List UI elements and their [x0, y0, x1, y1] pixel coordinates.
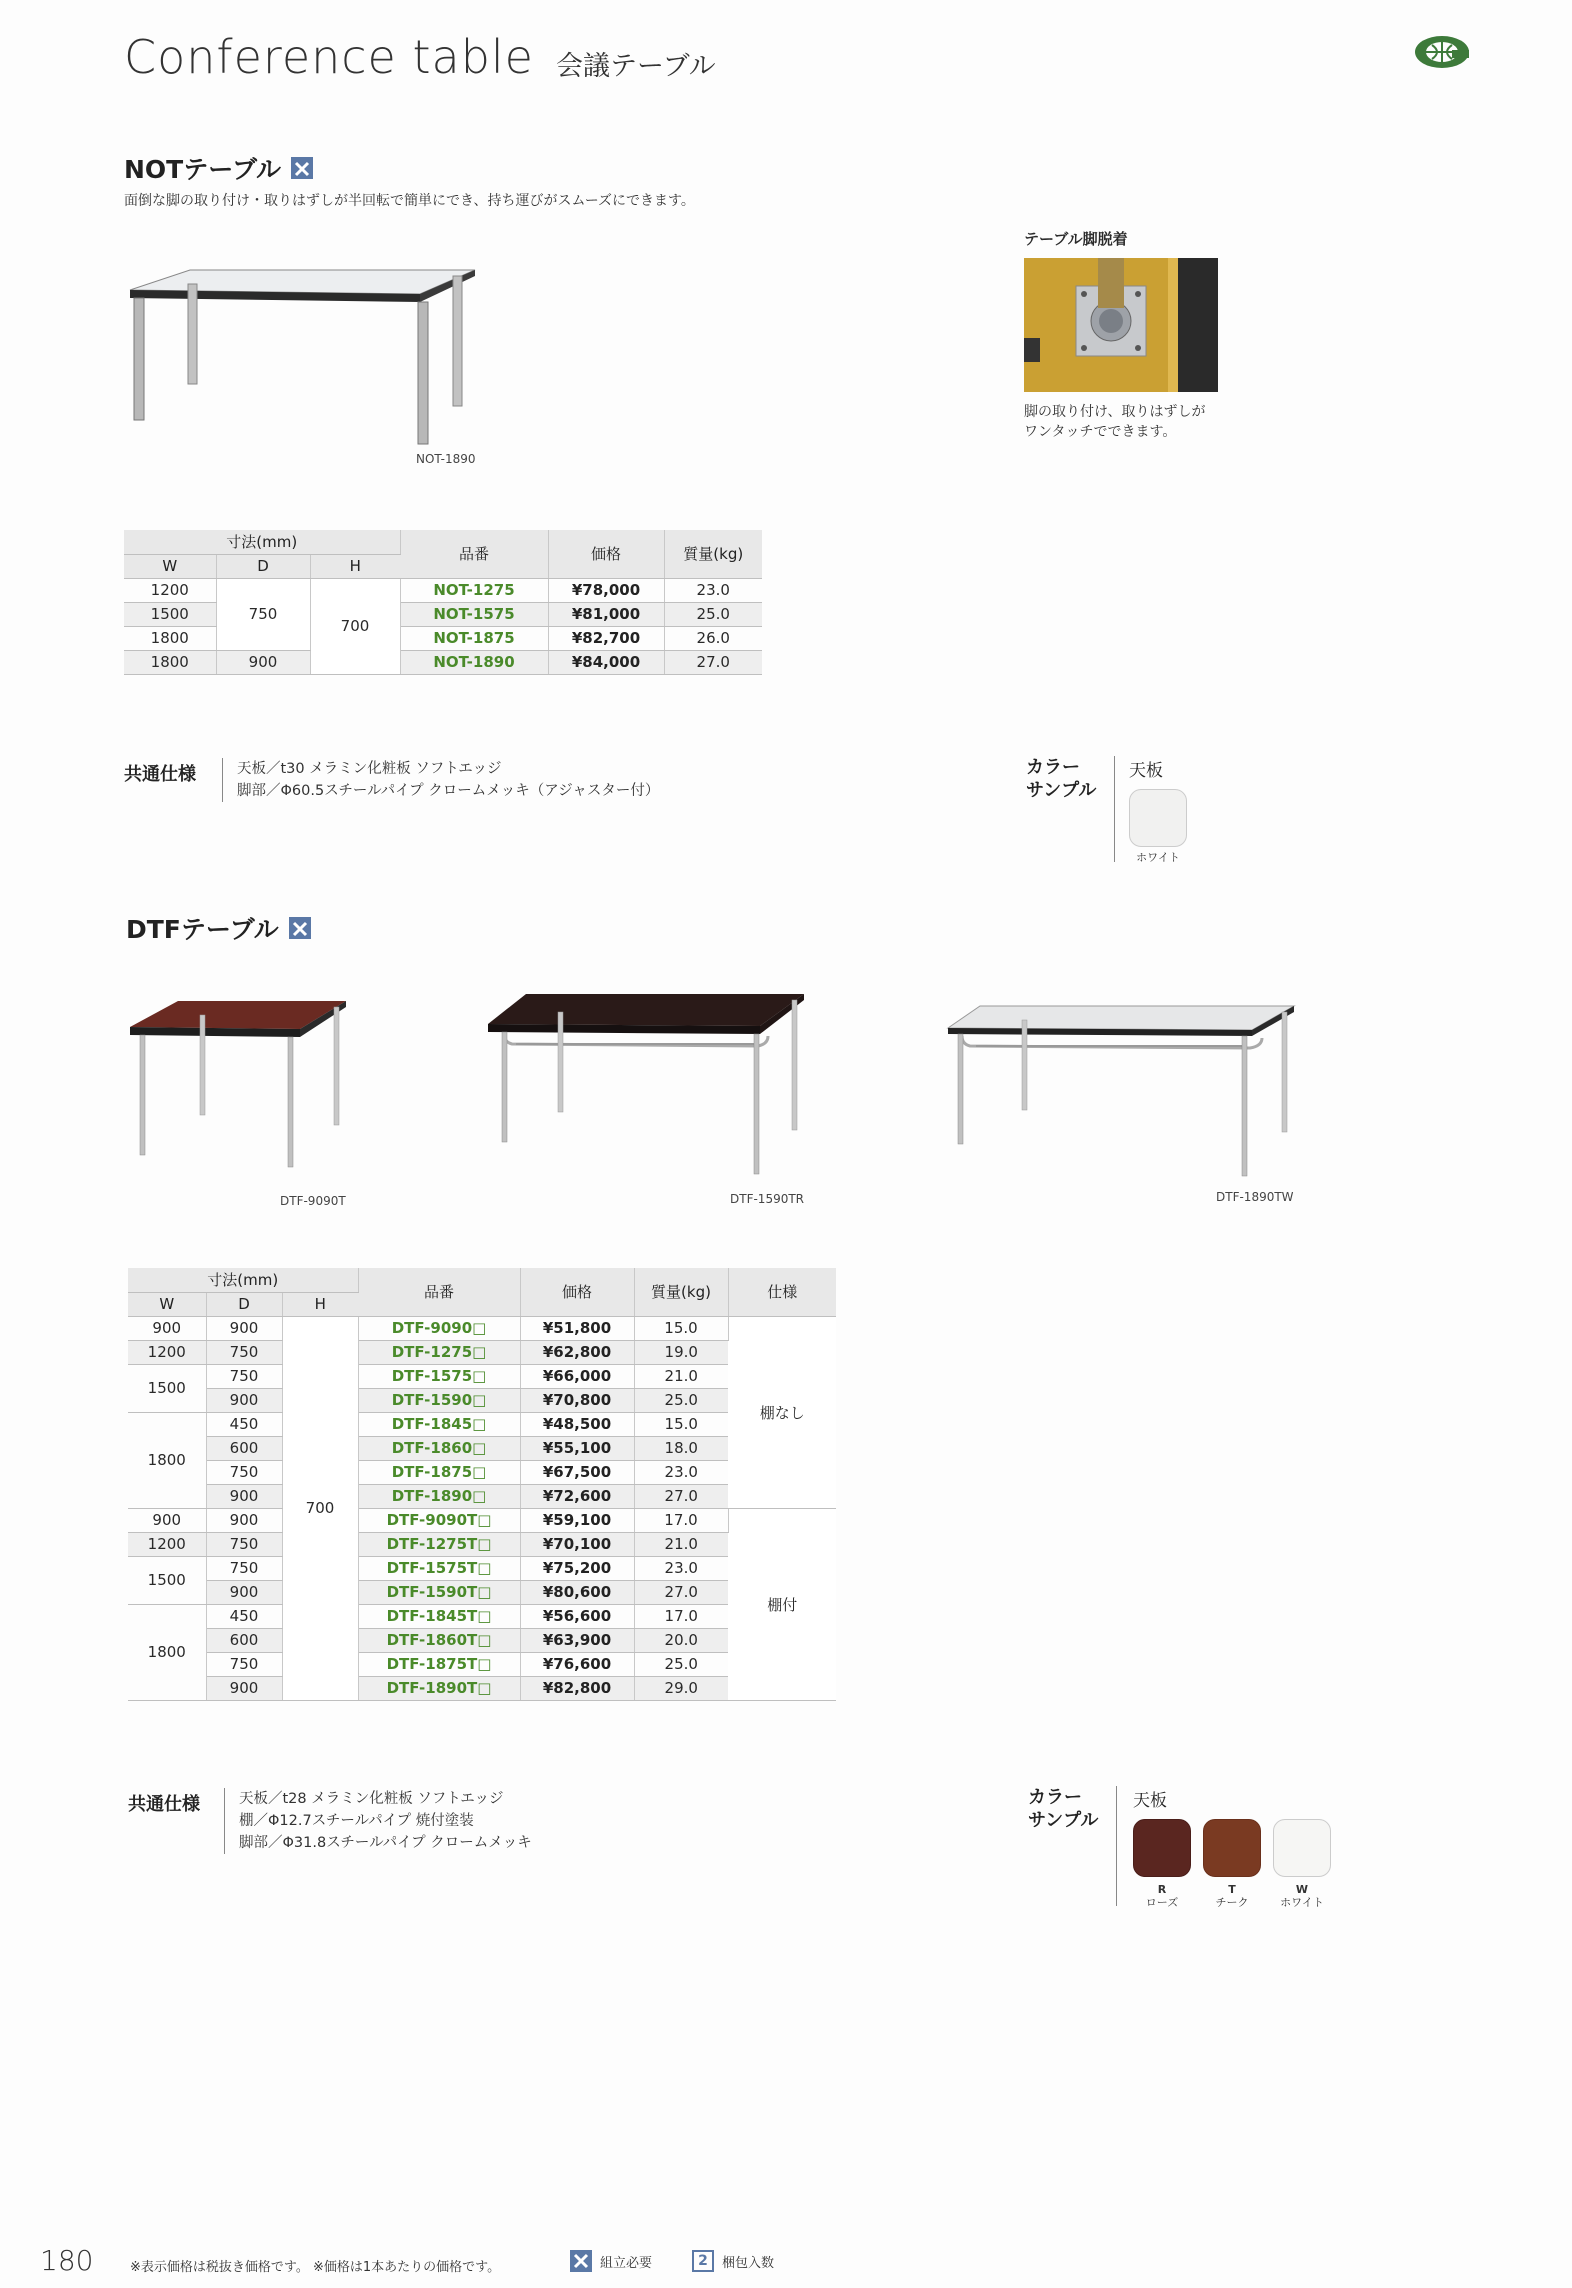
- leg-detail-photo: [1024, 258, 1218, 392]
- dtf-code-cell: DTF-1860T□: [358, 1628, 520, 1652]
- not-weight-cell: 23.0: [664, 578, 762, 602]
- swatch-white: [1129, 789, 1187, 847]
- dtf-caption-2: DTF-1590TR: [730, 1192, 805, 1206]
- leg-detail-text-line-2: ワンタッチでできます。: [1024, 424, 1177, 440]
- dtf-9090t-product-image: [128, 995, 358, 1179]
- not-price-cell: ¥82,700: [548, 626, 664, 650]
- dtf-price-cell: ¥66,000: [520, 1364, 634, 1388]
- dtf-d-cell: 900: [206, 1388, 282, 1412]
- not-w-cell: 1800: [124, 626, 216, 650]
- dtf-d-cell: 900: [206, 1676, 282, 1700]
- dtf-price-cell: ¥70,800: [520, 1388, 634, 1412]
- legend-assembly-text: 組立必要: [600, 2255, 653, 2271]
- dtf-w-cell: 900: [128, 1508, 206, 1532]
- dtf-w-cell: 1200: [128, 1532, 206, 1556]
- dtf-weight-cell: 27.0: [634, 1484, 728, 1508]
- dtf-d-cell: 900: [206, 1316, 282, 1340]
- not-spec-line: 天板／t30 メラミン化粧板 ソフトエッジ: [237, 761, 502, 777]
- dtf-code-cell: DTF-1575□: [358, 1364, 520, 1388]
- swatch-white: [1273, 1819, 1331, 1909]
- dtf-code-cell: DTF-1590T□: [358, 1580, 520, 1604]
- not-d-cell: 750: [216, 578, 310, 650]
- dtf-w-cell: 900: [128, 1316, 206, 1340]
- dtf-price-cell: ¥62,800: [520, 1340, 634, 1364]
- not-price-cell: ¥81,000: [548, 602, 664, 626]
- dtf-price-cell: ¥63,900: [520, 1628, 634, 1652]
- dtf-spec-cell: 棚なし: [728, 1316, 836, 1508]
- dtf-weight-cell: 27.0: [634, 1580, 728, 1604]
- dtf-d-cell: 750: [206, 1364, 282, 1388]
- color-label-line-2: サンプル: [1028, 1810, 1099, 1831]
- dtf-color-swatches: [1116, 1786, 1331, 1909]
- not-section-title: [124, 150, 313, 186]
- dtf-code-header: 品番: [358, 1268, 520, 1316]
- dtf-price-cell: ¥80,600: [520, 1580, 634, 1604]
- not-dimension-header: 寸法(mm): [124, 530, 400, 554]
- not-code-cell: NOT-1875: [400, 626, 548, 650]
- legend-pack-text: 梱包入数: [722, 2255, 775, 2271]
- swatch-name: チーク: [1215, 1896, 1249, 1909]
- dtf-weight-cell: 15.0: [634, 1412, 728, 1436]
- dtf-w-cell: 1800: [128, 1412, 206, 1508]
- not-w-cell: 1500: [124, 602, 216, 626]
- swatch-teak-chip: [1203, 1819, 1261, 1877]
- dtf-color-sample-label: [1028, 1786, 1098, 1832]
- not-code-header: 品番: [400, 530, 548, 578]
- footer-note: ※表示価格は税抜き価格です。 ※価格は1本あたりの価格です。: [130, 2260, 501, 2275]
- not-price-header: 価格: [548, 530, 664, 578]
- dtf-d-header: D: [206, 1292, 282, 1316]
- leg-detail-title: テーブル脚脱着: [1024, 230, 1128, 248]
- dtf-price-cell: ¥72,600: [520, 1484, 634, 1508]
- dtf-price-cell: ¥59,100: [520, 1508, 634, 1532]
- swatch-name: ホワイト: [1280, 1896, 1324, 1909]
- color-label-line-1: カラー: [1026, 757, 1080, 778]
- not-d-cell: 900: [216, 650, 310, 674]
- not-code-cell: NOT-1275: [400, 578, 548, 602]
- dtf-spec-header: 仕様: [728, 1268, 836, 1316]
- not-1890-product-image: [120, 250, 490, 454]
- table-row: [124, 650, 762, 674]
- dtf-d-cell: 900: [206, 1580, 282, 1604]
- dtf-spec-cell: 棚付: [728, 1508, 836, 1700]
- dtf-price-cell: ¥76,600: [520, 1652, 634, 1676]
- dtf-d-cell: 750: [206, 1340, 282, 1364]
- not-color-swatches: [1114, 756, 1187, 862]
- not-spec-line: 脚部／Φ60.5スチールパイプ クロームメッキ（アジャスター付）: [237, 783, 660, 799]
- table-row: [128, 1508, 836, 1532]
- color-label-line-1: カラー: [1028, 1787, 1082, 1808]
- not-description: 面倒な脚の取り付け・取りはずしが半回転で簡単にでき、持ち運びがスムーズにできます。: [124, 193, 695, 209]
- dtf-h-cell: 700: [282, 1316, 358, 1700]
- dtf-code-cell: DTF-9090□: [358, 1316, 520, 1340]
- dtf-caption-1: DTF-9090T: [280, 1194, 346, 1208]
- not-spec-table: [124, 530, 762, 675]
- not-weight-cell: 27.0: [664, 650, 762, 674]
- dtf-weight-cell: 25.0: [634, 1652, 728, 1676]
- dtf-w-cell: 1800: [128, 1604, 206, 1700]
- dtf-weight-cell: 29.0: [634, 1676, 728, 1700]
- dtf-code-cell: DTF-9090T□: [358, 1508, 520, 1532]
- dtf-d-cell: 750: [206, 1556, 282, 1580]
- not-h-header: H: [310, 554, 400, 578]
- swatch-rose: [1133, 1819, 1191, 1909]
- dtf-d-cell: 750: [206, 1460, 282, 1484]
- dtf-price-cell: ¥75,200: [520, 1556, 634, 1580]
- dtf-price-cell: ¥48,500: [520, 1412, 634, 1436]
- dtf-price-cell: ¥56,600: [520, 1604, 634, 1628]
- dtf-h-header: H: [282, 1292, 358, 1316]
- swatch-name: ローズ: [1145, 1896, 1179, 1909]
- dtf-d-cell: 750: [206, 1532, 282, 1556]
- pack-count-icon: 2: [692, 2250, 714, 2272]
- dtf-color-head: 天板: [1133, 1791, 1167, 1811]
- dtf-price-cell: ¥51,800: [520, 1316, 634, 1340]
- assembly-required-icon: [570, 2250, 592, 2272]
- dtf-spec-line: 脚部／Φ31.8スチールパイプ クロームメッキ: [239, 1835, 532, 1851]
- dtf-section-title-text: DTFテーブル: [126, 915, 279, 944]
- dtf-d-cell: 450: [206, 1604, 282, 1628]
- dtf-d-cell: 450: [206, 1412, 282, 1436]
- dtf-weight-cell: 18.0: [634, 1436, 728, 1460]
- dtf-w-cell: 1200: [128, 1340, 206, 1364]
- not-price-cell: ¥78,000: [548, 578, 664, 602]
- not-w-header: W: [124, 554, 216, 578]
- swatch-white-chip: [1273, 1819, 1331, 1877]
- dtf-code-cell: DTF-1890□: [358, 1484, 520, 1508]
- not-weight-cell: 26.0: [664, 626, 762, 650]
- dtf-code-cell: DTF-1890T□: [358, 1676, 520, 1700]
- dtf-code-cell: DTF-1875□: [358, 1460, 520, 1484]
- footer-legend: [570, 2250, 774, 2272]
- not-h-cell: 700: [310, 578, 400, 674]
- not-code-cell: NOT-1890: [400, 650, 548, 674]
- dtf-caption-3: DTF-1890TW: [1216, 1190, 1294, 1204]
- dtf-1890tw-product-image: [946, 1002, 1296, 1186]
- dtf-spec-line: 棚／Φ12.7スチールパイプ 焼付塗装: [239, 1813, 474, 1829]
- not-w-cell: 1800: [124, 650, 216, 674]
- dtf-weight-cell: 21.0: [634, 1364, 728, 1388]
- dtf-price-cell: ¥82,800: [520, 1676, 634, 1700]
- dtf-spec-line: 天板／t28 メラミン化粧板 ソフトエッジ: [239, 1791, 504, 1807]
- table-row: [124, 578, 762, 602]
- dtf-code-cell: DTF-1845T□: [358, 1604, 520, 1628]
- swatch-code: T: [1228, 1883, 1236, 1896]
- dtf-dimension-header: 寸法(mm): [128, 1268, 358, 1292]
- dtf-code-cell: DTF-1590□: [358, 1388, 520, 1412]
- assembly-required-icon: [289, 917, 311, 939]
- dtf-d-cell: 600: [206, 1436, 282, 1460]
- dtf-d-cell: 900: [206, 1484, 282, 1508]
- not-image-caption: NOT-1890: [416, 452, 476, 466]
- swatch-rose-chip: [1133, 1819, 1191, 1877]
- not-d-header: D: [216, 554, 310, 578]
- dtf-price-header: 価格: [520, 1268, 634, 1316]
- dtf-weight-cell: 25.0: [634, 1388, 728, 1412]
- dtf-weight-cell: 17.0: [634, 1508, 728, 1532]
- page-title-english: Conference table: [124, 30, 534, 84]
- dtf-code-cell: DTF-1575T□: [358, 1556, 520, 1580]
- dtf-code-cell: DTF-1860□: [358, 1436, 520, 1460]
- swatch-code: R: [1157, 1883, 1167, 1896]
- dtf-w-cell: 1500: [128, 1364, 206, 1412]
- swatch-code: W: [1295, 1883, 1309, 1896]
- swatch-name: ホワイト: [1136, 851, 1180, 864]
- dtf-price-cell: ¥55,100: [520, 1436, 634, 1460]
- color-label-line-2: サンプル: [1026, 780, 1097, 801]
- not-code-cell: NOT-1575: [400, 602, 548, 626]
- dtf-weight-cell: 20.0: [634, 1628, 728, 1652]
- dtf-price-cell: ¥67,500: [520, 1460, 634, 1484]
- dtf-d-cell: 600: [206, 1628, 282, 1652]
- not-common-spec-label: 共通仕様: [124, 764, 196, 785]
- dtf-w-header: W: [128, 1292, 206, 1316]
- dtf-weight-cell: 23.0: [634, 1556, 728, 1580]
- swatch-teak: [1203, 1819, 1261, 1909]
- dtf-section-title: [126, 910, 311, 946]
- dtf-1590tr-product-image: [486, 990, 806, 1184]
- not-weight-header: 質量(kg): [664, 530, 762, 578]
- dtf-code-cell: DTF-1875T□: [358, 1652, 520, 1676]
- dtf-weight-cell: 15.0: [634, 1316, 728, 1340]
- leg-detail-text-line-1: 脚の取り付け、取りはずしが: [1024, 404, 1206, 420]
- dtf-swatch-row: [1133, 1819, 1331, 1909]
- leg-detail-text: [1024, 402, 1205, 442]
- not-weight-cell: 25.0: [664, 602, 762, 626]
- dtf-weight-cell: 21.0: [634, 1532, 728, 1556]
- dtf-weight-cell: 17.0: [634, 1604, 728, 1628]
- not-price-cell: ¥84,000: [548, 650, 664, 674]
- dtf-common-spec-label: 共通仕様: [128, 1794, 200, 1815]
- dtf-code-cell: DTF-1275T□: [358, 1532, 520, 1556]
- not-section-title-text: NOTテーブル: [124, 155, 281, 184]
- dtf-price-cell: ¥70,100: [520, 1532, 634, 1556]
- dtf-d-cell: 900: [206, 1508, 282, 1532]
- dtf-code-cell: DTF-1275□: [358, 1340, 520, 1364]
- not-common-spec-lines: [222, 758, 659, 802]
- dtf-weight-header: 質量(kg): [634, 1268, 728, 1316]
- dtf-spec-table: [128, 1268, 836, 1701]
- page-number: 180: [40, 2244, 94, 2277]
- dtf-code-cell: DTF-1845□: [358, 1412, 520, 1436]
- dtf-common-spec-lines: [224, 1788, 532, 1854]
- dtf-weight-cell: 19.0: [634, 1340, 728, 1364]
- not-color-head: 天板: [1129, 761, 1163, 781]
- page-title-japanese: 会議テーブル: [556, 51, 716, 82]
- dtf-weight-cell: 23.0: [634, 1460, 728, 1484]
- dtf-d-cell: 750: [206, 1652, 282, 1676]
- dtf-w-cell: 1500: [128, 1556, 206, 1604]
- brand-logo-icon: [1412, 32, 1472, 72]
- not-w-cell: 1200: [124, 578, 216, 602]
- table-row: [128, 1316, 836, 1340]
- assembly-required-icon: [291, 157, 313, 179]
- not-color-sample-label: [1026, 756, 1096, 802]
